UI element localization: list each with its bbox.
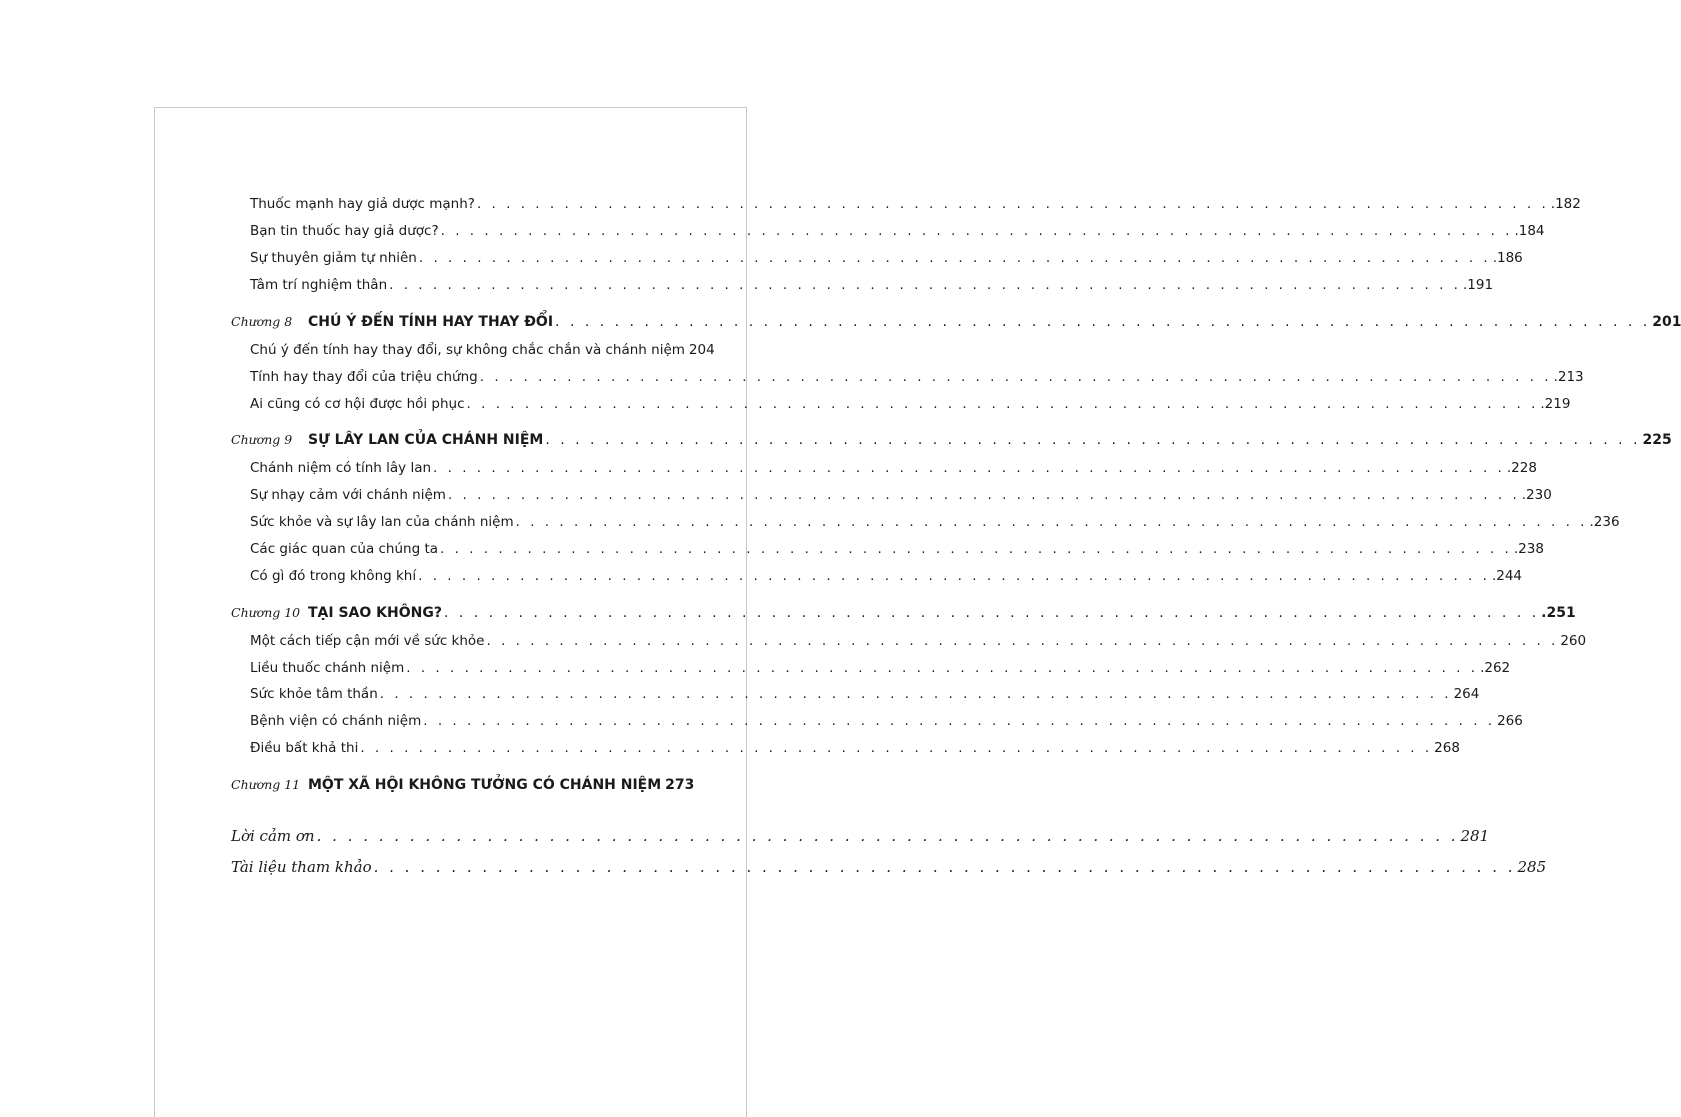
chapter-page: 273 — [665, 777, 695, 793]
toc-chapter-11[interactable] — [231, 777, 695, 793]
chapter-title: CHÚ Ý ĐẾN TÍNH HAY THAY ĐỔI — [308, 314, 554, 330]
chapter-page: .251 — [1541, 605, 1576, 621]
toc-entry-title: Chú ý đến tính hay thay đổi, sự không chắc chắn và chánh niệm — [250, 342, 685, 358]
toc-entry-page: .262 — [1480, 660, 1511, 676]
dot-leader — [516, 514, 1588, 530]
dot-leader — [360, 740, 1432, 756]
chapter-title: SỰ LÂY LAN CỦA CHÁNH NIỆM — [308, 432, 544, 448]
dot-leader — [480, 369, 1552, 385]
toc-entry-page: .219 — [1540, 396, 1571, 412]
toc-entry[interactable] — [250, 686, 1480, 702]
dot-leader — [380, 686, 1452, 702]
toc-chapter-9[interactable] — [231, 432, 1672, 448]
dot-leader — [419, 250, 1491, 266]
dot-leader — [444, 605, 1539, 621]
chapter-title: TẠI SAO KHÔNG? — [308, 605, 442, 621]
toc-entry-title: Sức khỏe và sự lây lan của chánh niệm — [250, 514, 514, 530]
dot-leader — [389, 277, 1461, 293]
toc-entry-page: .230 — [1521, 487, 1552, 503]
toc-entry-page: .236 — [1589, 514, 1620, 530]
toc-entry-title: Lời cảm ơn — [231, 827, 315, 845]
toc-entry-page: 266 — [1497, 713, 1523, 729]
toc-entry[interactable] — [250, 633, 1587, 649]
toc-entry-page: .184 — [1514, 223, 1545, 239]
toc-entry-page: .213 — [1553, 369, 1584, 385]
toc-entry-title: Sự nhạy cảm với chánh niệm — [250, 487, 446, 503]
toc-entry[interactable] — [250, 196, 1581, 212]
toc-entry-title: Sức khỏe tâm thần — [250, 686, 378, 702]
toc-entry[interactable] — [250, 396, 1571, 412]
toc-entry[interactable] — [250, 369, 1584, 385]
chapter-number: Chương 8 — [231, 314, 293, 329]
dot-leader — [545, 432, 1640, 448]
toc-entry-title: Điều bất khả thi — [250, 740, 359, 756]
toc-chapter-10[interactable] — [231, 605, 1576, 621]
toc-entry[interactable] — [250, 740, 1460, 756]
toc-entry-page: .182 — [1550, 196, 1581, 212]
toc-entry[interactable] — [250, 277, 1494, 293]
chapter-number: Chương 10 — [231, 605, 301, 620]
toc-entry[interactable] — [250, 541, 1544, 557]
dot-leader — [448, 487, 1520, 503]
dot-leader — [467, 396, 1539, 412]
toc-entry-title: Ai cũng có cơ hội được hồi phục — [250, 396, 465, 412]
toc-entry-page: 268 — [1434, 740, 1460, 756]
dot-leader — [440, 541, 1512, 557]
toc-entry-title: Sự thuyên giảm tự nhiên — [250, 250, 417, 266]
toc-entry-page: .191 — [1462, 277, 1494, 293]
toc-entry-page: 260 — [1560, 633, 1587, 649]
chapter-number: Chương 11 — [231, 777, 301, 792]
toc-entry-title: Bạn tin thuốc hay giả dược? — [250, 223, 439, 239]
dot-leader — [406, 660, 1478, 676]
toc-entry-title: Tính hay thay đổi của triệu chứng — [250, 369, 478, 385]
dot-leader — [423, 713, 1495, 729]
dot-leader — [441, 223, 1513, 239]
chapter-page: 225 — [1642, 432, 1672, 448]
toc-entry-title: Các giác quan của chúng ta — [250, 541, 439, 557]
toc-entry-title: Thuốc mạnh hay giả dược mạnh? — [250, 196, 475, 212]
toc-entry[interactable] — [250, 514, 1620, 530]
toc-entry-title: Một cách tiếp cận mới về sức khỏe — [250, 633, 485, 649]
toc-entry-page: 281 — [1460, 827, 1490, 845]
toc-entry[interactable] — [250, 250, 1523, 266]
chapter-title: MỘT XÃ HỘI KHÔNG TƯỞNG CÓ CHÁNH NIỆM — [308, 777, 662, 793]
toc-entry-page: .238 — [1513, 541, 1544, 557]
toc-entry[interactable] — [250, 713, 1523, 729]
toc-entry-title: Bệnh viện có chánh niệm — [250, 713, 422, 729]
toc-entry[interactable] — [250, 487, 1552, 503]
chapter-page: 201 — [1652, 314, 1681, 330]
toc-entry-page: .228 — [1506, 460, 1537, 476]
toc-entry-title: Tâm trí nghiệm thân — [250, 277, 388, 293]
toc-entry[interactable] — [250, 460, 1537, 476]
toc-references[interactable] — [231, 858, 1547, 876]
dot-leader — [317, 827, 1459, 845]
dot-leader — [374, 858, 1516, 876]
dot-leader — [487, 633, 1559, 649]
dot-leader — [477, 196, 1549, 212]
toc-acknowledgements[interactable] — [231, 827, 1490, 845]
dot-leader — [418, 568, 1490, 584]
toc-entry[interactable] — [250, 660, 1511, 676]
toc-entry[interactable] — [250, 342, 715, 358]
toc-entry[interactable] — [250, 223, 1545, 239]
toc-chapter-8[interactable] — [231, 314, 1681, 330]
dot-leader — [555, 314, 1650, 330]
toc-entry-page: 264 — [1453, 686, 1480, 702]
toc-entry[interactable] — [250, 568, 1522, 584]
chapter-number: Chương 9 — [231, 432, 293, 447]
toc-entry-title: Có gì đó trong không khí — [250, 568, 417, 584]
toc-entry-title: Tài liệu tham khảo — [231, 858, 372, 876]
toc-entry-page: .244 — [1491, 568, 1522, 584]
toc-entry-page: 204 — [688, 342, 715, 358]
toc-entry-title: Liều thuốc chánh niệm — [250, 660, 405, 676]
toc-entry-page: 285 — [1517, 858, 1547, 876]
toc-entry-title: Chánh niệm có tính lây lan — [250, 460, 432, 476]
dot-leader — [433, 460, 1505, 476]
toc-entry-page: .186 — [1492, 250, 1523, 266]
